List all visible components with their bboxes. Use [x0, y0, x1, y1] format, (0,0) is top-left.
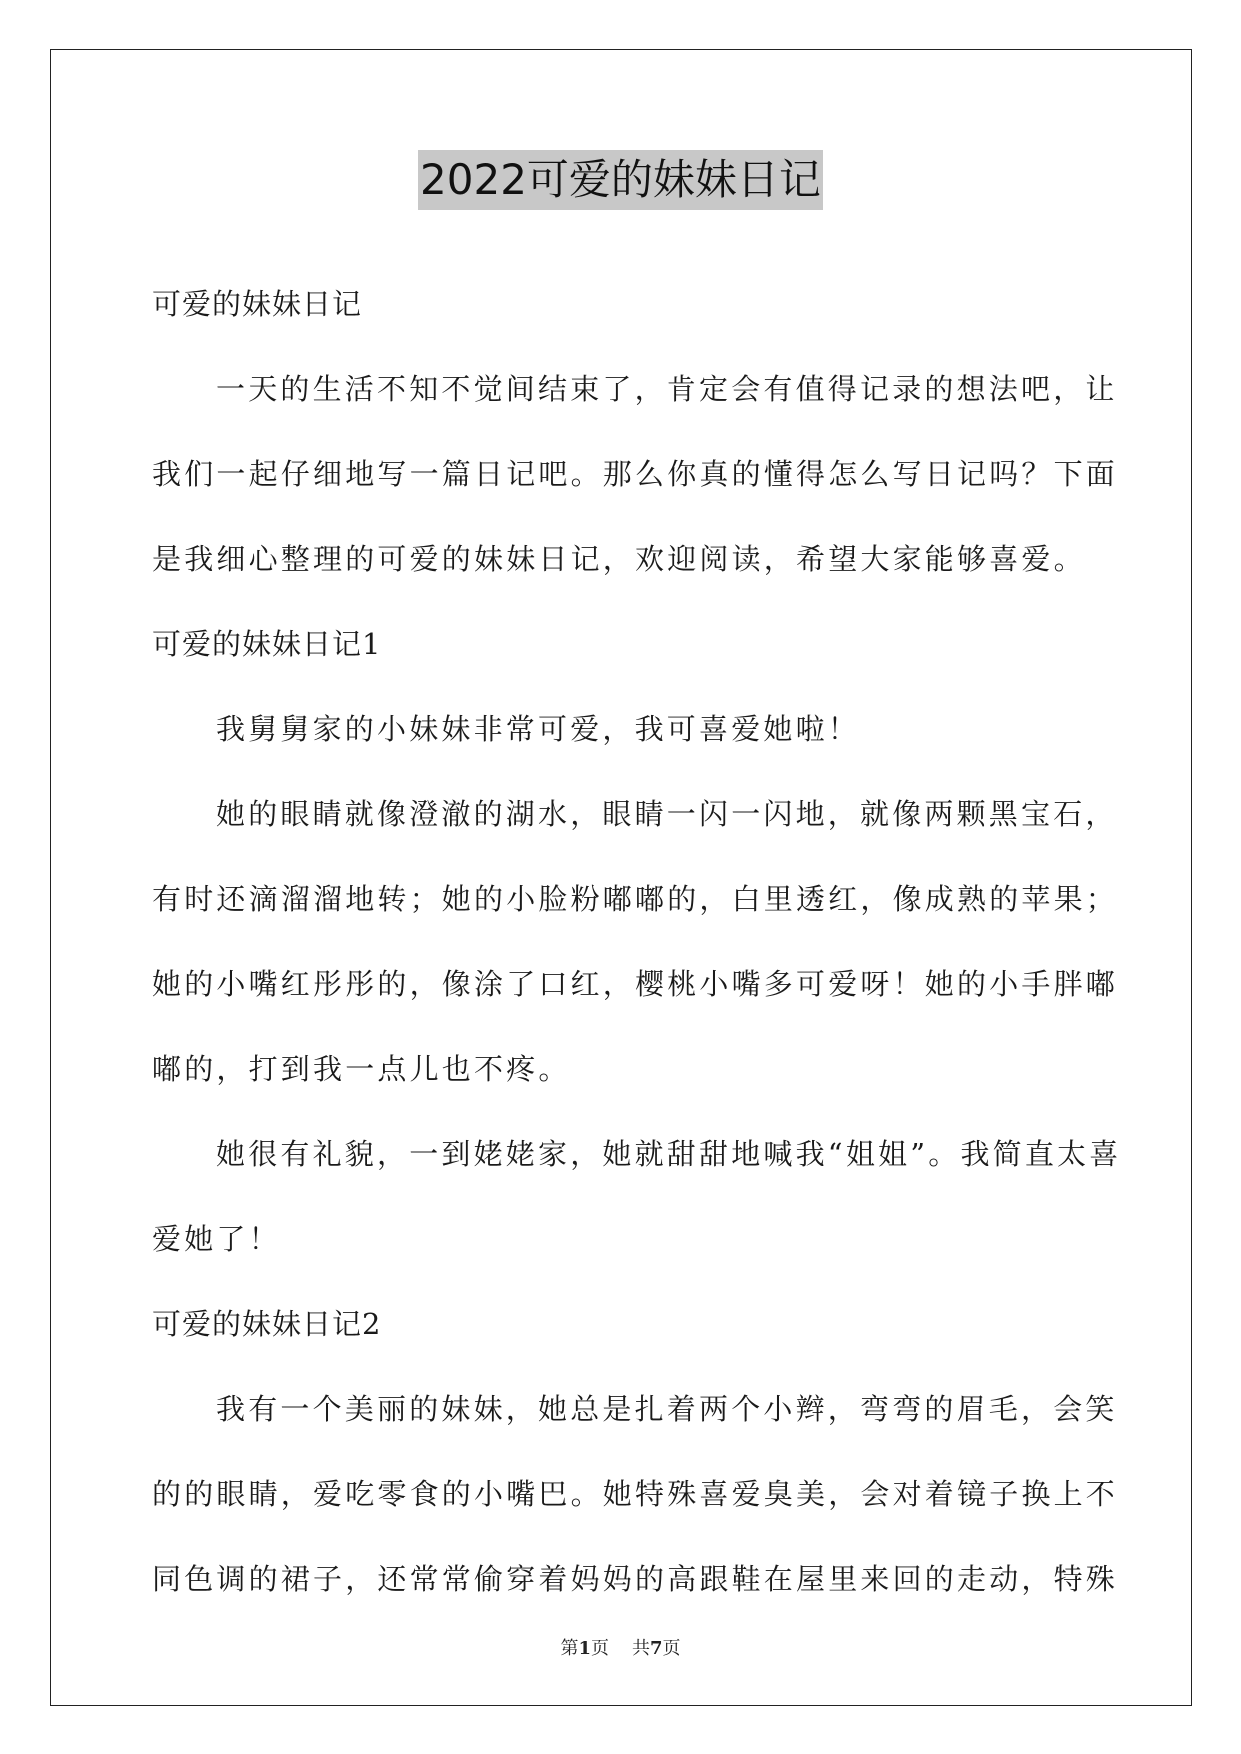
- paragraph-line: 她的小嘴红彤彤的，像涂了口红，樱桃小嘴多可爱呀！她的小手胖嘟: [152, 967, 1119, 1001]
- paragraph-line: 嘟的，打到我一点儿也不疼。: [152, 1052, 571, 1086]
- paragraph-line: 一天的生活不知不觉间结束了，肯定会有值得记录的想法吧，让: [216, 372, 1118, 406]
- page-footer: [0, 1634, 1241, 1660]
- paragraph-line: 她的眼睛就像澄澈的湖水，眼睛一闪一闪地，就像两颗黑宝石，: [216, 797, 1118, 831]
- paragraph-line: 同色调的裙子，还常常偷穿着妈妈的高跟鞋在屋里来回的走动，特殊: [152, 1562, 1119, 1596]
- document-title: 2022可爱的妹妹日记: [418, 150, 823, 210]
- section-heading: 可爱的妹妹日记1: [152, 627, 382, 661]
- paragraph-line: 是我细心整理的可爱的妹妹日记，欢迎阅读，希望大家能够喜爱。: [152, 542, 1086, 576]
- paragraph-line: 我们一起仔细地写一篇日记吧。那么你真的懂得怎么写日记吗？下面: [152, 457, 1119, 491]
- document-body: [152, 262, 1122, 1622]
- footer-total-prefix: 共: [631, 1638, 650, 1659]
- paragraph-line: 有时还滴溜溜地转；她的小脸粉嘟嘟的，白里透红，像成熟的苹果；: [152, 882, 1119, 916]
- paragraph-line: 爱她了！: [152, 1222, 281, 1256]
- section-heading: 可爱的妹妹日记: [152, 287, 363, 321]
- title-container: [0, 150, 1241, 210]
- paragraph-line: 的的眼睛，爱吃零食的小嘴巴。她特殊喜爱臭美，会对着镜子换上不: [152, 1477, 1119, 1511]
- footer-total-pages: 7: [649, 1638, 663, 1659]
- section-heading: 可爱的妹妹日记2: [152, 1307, 382, 1341]
- paragraph-line: 我舅舅家的小妹妹非常可爱，我可喜爱她啦！: [216, 712, 861, 746]
- footer-page-prefix: 第: [560, 1638, 579, 1659]
- footer-total-suffix: 页: [662, 1638, 681, 1659]
- footer-page-number: 1: [578, 1638, 592, 1659]
- paragraph-line: 我有一个美丽的妹妹，她总是扎着两个小辫，弯弯的眉毛，会笑: [216, 1392, 1118, 1426]
- footer-page-suffix: 页: [591, 1638, 610, 1659]
- paragraph-line: 她很有礼貌，一到姥姥家，她就甜甜地喊我“姐姐”。我简直太喜: [216, 1137, 1122, 1171]
